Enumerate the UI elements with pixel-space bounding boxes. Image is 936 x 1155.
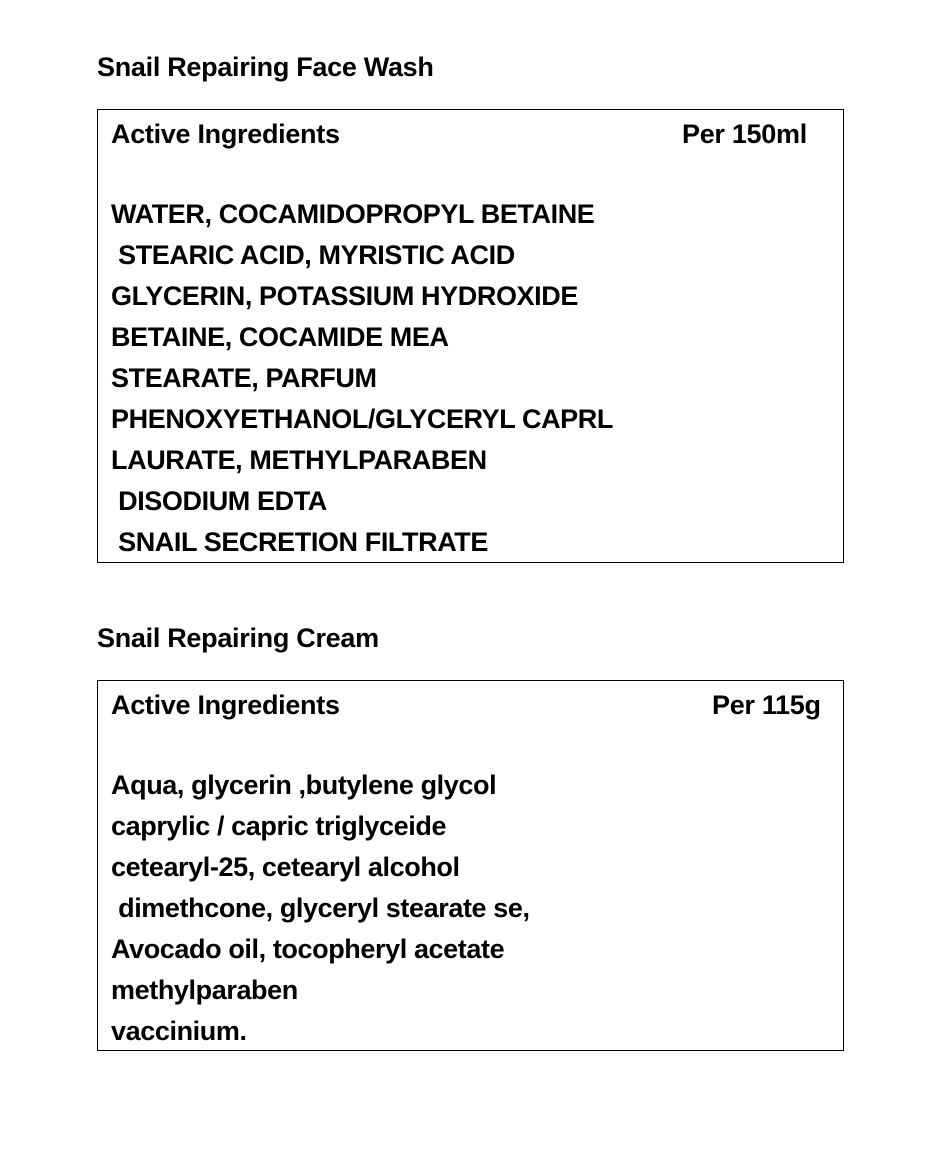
cream-ingredient-list [111, 765, 530, 1052]
face-wash-ingredients-panel [97, 109, 844, 563]
list-item: SNAIL SECRETION FILTRATE [111, 527, 489, 557]
list-item: PHENOXYETHANOL/GLYCERYL CAPRL [111, 404, 613, 434]
list-item: STEARATE, PARFUM [111, 363, 377, 393]
list-item: Avocado oil, tocopheryl acetate [111, 934, 505, 964]
list-item: methylparaben [111, 975, 298, 1005]
list-item: caprylic / capric triglyceide [111, 811, 447, 841]
cream-title: Snail Repairing Cream [97, 623, 379, 653]
face-wash-ingredient-list [111, 194, 613, 563]
list-item: STEARIC ACID, MYRISTIC ACID [111, 240, 515, 270]
list-item: BETAINE, COCAMIDE MEA [111, 322, 449, 352]
cream-ingredients-panel [97, 680, 844, 1051]
list-item: dimethcone, glyceryl stearate se, [111, 893, 530, 923]
list-item: DISODIUM EDTA [111, 486, 327, 516]
list-item: LAURATE, METHYLPARABEN [111, 445, 487, 475]
cream-active-ingredients-label: Active Ingredients [111, 690, 340, 720]
list-item: GLYCERIN, POTASSIUM HYDROXIDE [111, 281, 578, 311]
list-item: WATER, COCAMIDOPROPYL BETAINE [111, 199, 595, 229]
list-item: vaccinium. [111, 1016, 247, 1046]
face-wash-active-ingredients-label: Active Ingredients [111, 119, 340, 149]
face-wash-title: Snail Repairing Face Wash [97, 52, 434, 82]
face-wash-quantity: Per 150ml [682, 119, 807, 149]
cream-quantity: Per 115g [712, 690, 821, 720]
list-item: Aqua, glycerin ,butylene glycol [111, 770, 497, 800]
list-item: cetearyl-25, cetearyl alcohol [111, 852, 460, 882]
